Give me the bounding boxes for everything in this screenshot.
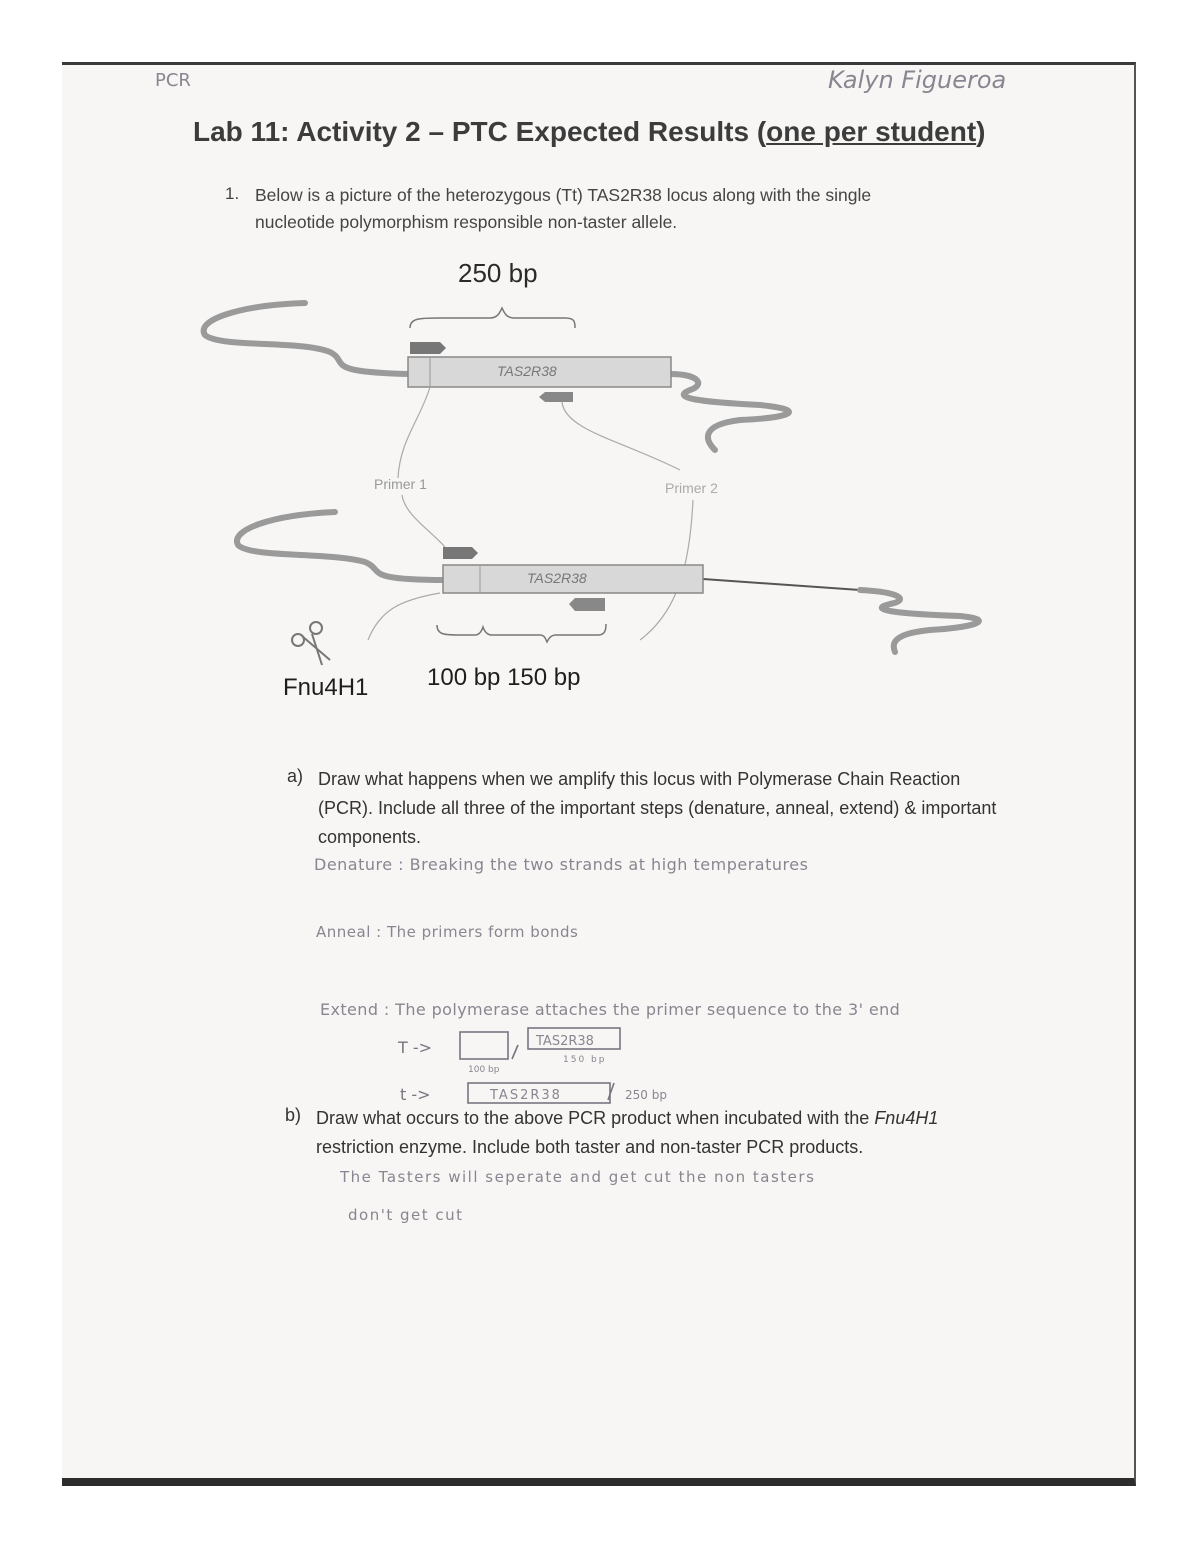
size-label-250bp: 250 bp <box>458 258 538 288</box>
part-a-question: Draw what happens when we amplify this locus with Polymerase Chain Reaction (PCR). Include all three of the important steps (denature, anneal, extend) & important components. <box>318 769 997 847</box>
part-b-enzyme: Fnu4H1 <box>874 1108 939 1128</box>
answer-denature: Denature : Breaking the two strands at high temperatures <box>314 855 809 874</box>
top-primer-forward <box>410 342 446 354</box>
student-name: Kalyn Figueroa <box>828 66 1007 94</box>
sketch-box-100 <box>460 1032 508 1059</box>
sketch-label-250: 250 bp <box>625 1088 667 1102</box>
bottom-brace <box>437 624 606 642</box>
page-title: Lab 11: Activity 2 – PTC Expected Results (one per student) <box>193 116 986 147</box>
part-b-question: Draw what occurs to the above PCR product when incubated with the Fnu4H1 restriction enzyme. Include both taster and non-taster PCR products. <box>316 1108 939 1157</box>
answer-b-line2: don't get cut <box>348 1206 464 1224</box>
part-a-label: a) <box>287 766 304 786</box>
question-1-text: Below is a picture of the heterozygous (Tt) TAS2R38 locus along with the single nucleotide polymorphism responsible non-taster allele. <box>255 185 872 232</box>
sketch-gene-t-label: TAS2R38 <box>490 1088 562 1103</box>
top-brace <box>410 308 575 328</box>
answer-b-line1: The Tasters will seperate and get cut the non tasters <box>340 1168 816 1186</box>
fragment-size-labels: 100 bp 150 bp <box>427 664 581 691</box>
question-number: 1. <box>225 184 240 203</box>
primer-1-label: Primer 1 <box>374 476 427 492</box>
enzyme-label: Fnu4H1 <box>283 674 369 701</box>
sketch-label-150: 150 bp <box>563 1055 607 1065</box>
sketch-T-arrow: T -> <box>398 1038 433 1057</box>
title-underlined: one per student <box>766 116 977 147</box>
corner-note: PCR <box>155 70 191 91</box>
top-dna-right-tail <box>670 374 789 450</box>
sketch-t-arrow: t -> <box>400 1085 431 1104</box>
answer-anneal: Anneal : The primers form bonds <box>316 923 579 941</box>
sketch-gene-T-label: TAS2R38 <box>536 1034 594 1049</box>
top-primer-reverse <box>539 392 573 402</box>
bottom-dna-line <box>703 579 860 590</box>
bottom-gene-label: TAS2R38 <box>527 570 587 586</box>
scissors-icon <box>292 622 330 665</box>
bottom-primer-forward <box>443 547 478 559</box>
top-gene-label: TAS2R38 <box>497 363 557 379</box>
top-dna-left-tail <box>204 303 410 374</box>
bottom-dna-right-tail <box>860 590 979 652</box>
sketch-label-100: 100 bp <box>468 1065 500 1075</box>
bottom-primer-reverse <box>569 598 605 611</box>
answer-extend: Extend : The polymerase attaches the primer sequence to the 3' end <box>320 1000 901 1019</box>
bottom-dna-left-tail <box>237 512 445 580</box>
primer-2-label: Primer 2 <box>665 480 718 496</box>
part-b-label: b) <box>285 1105 302 1125</box>
